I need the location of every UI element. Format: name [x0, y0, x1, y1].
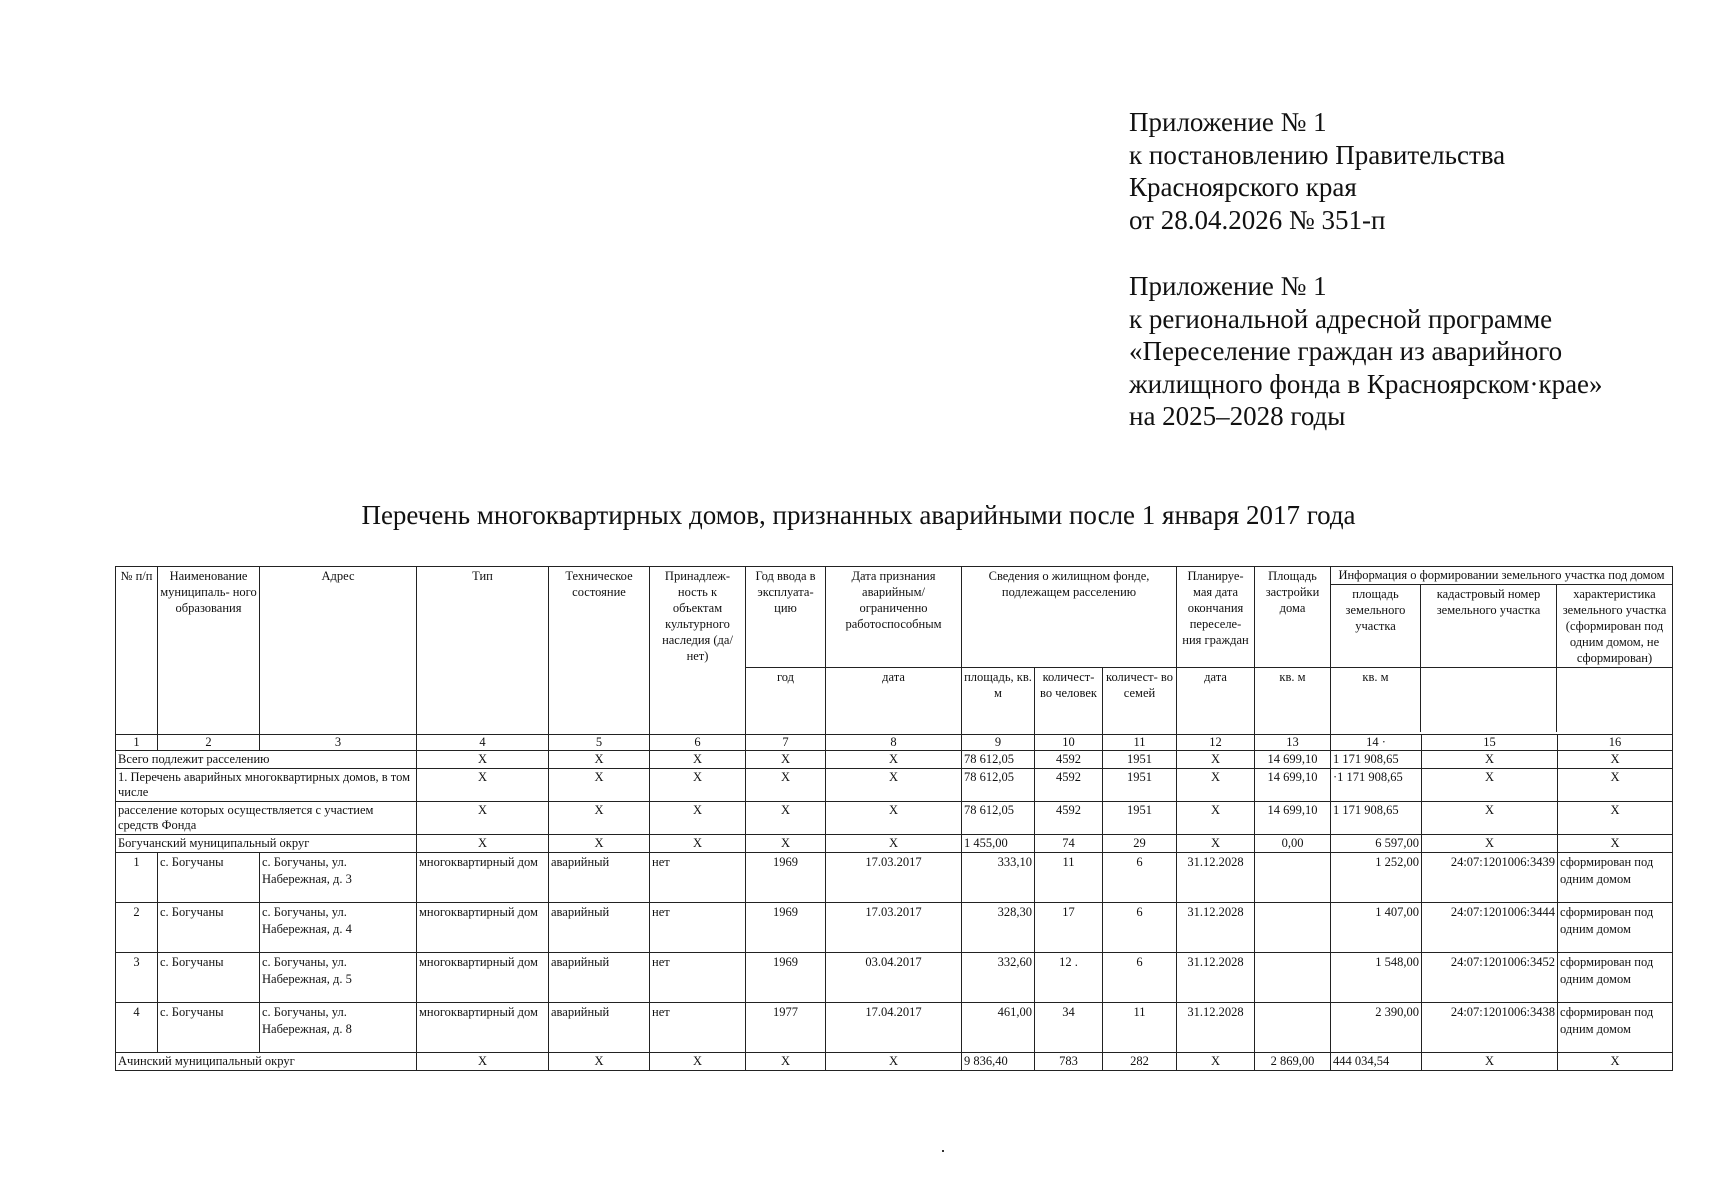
house-no: 1	[116, 853, 158, 903]
header-cadastral: кадастровый номер земельного участка	[1421, 585, 1557, 667]
summary-cell: X	[650, 1053, 746, 1071]
col-number: 10	[1035, 735, 1103, 751]
summary-cell: ·1 171 908,65	[1331, 769, 1422, 802]
house-year: 1969	[746, 853, 826, 903]
summary-cell: 2 869,00	[1255, 1053, 1331, 1071]
house-build-area	[1255, 953, 1331, 1003]
summary-cell: X	[746, 769, 826, 802]
summary-cell: X	[1422, 802, 1558, 835]
house-families: 6	[1103, 903, 1177, 953]
house-address: с. Богучаны, ул. Набережная, д. 8	[260, 1003, 417, 1053]
summary-cell: 1951	[1103, 769, 1177, 802]
house-area: 333,10	[962, 853, 1035, 903]
summary-cell: X	[826, 751, 962, 769]
header-type: Тип	[417, 567, 549, 735]
summary-cell: X	[826, 769, 962, 802]
summary-cell: 4592	[1035, 751, 1103, 769]
summary-cell: X	[417, 751, 549, 769]
col-number: 9	[962, 735, 1035, 751]
summary-cell: 14 699,10	[1255, 769, 1331, 802]
summary-cell: 1 171 908,65	[1331, 751, 1422, 769]
house-type: многоквартирный дом	[417, 1003, 549, 1053]
header-no: № п/п	[116, 567, 158, 735]
house-people: 34	[1035, 1003, 1103, 1053]
house-heritage: нет	[650, 953, 746, 1003]
header-land-area-unit: кв. м	[1331, 668, 1421, 732]
col-number: 8	[826, 735, 962, 751]
house-families: 6	[1103, 853, 1177, 903]
header-cadastral-cont	[1421, 668, 1557, 732]
house-no: 2	[116, 903, 158, 953]
col-number: 4	[417, 735, 549, 751]
summary-cell: X	[549, 751, 650, 769]
header-date-unit: дата	[826, 668, 962, 735]
house-municipality: с. Богучаны	[158, 1003, 260, 1053]
table-header-row	[116, 567, 1673, 668]
house-date: 17.03.2017	[826, 903, 962, 953]
house-area: 332,60	[962, 953, 1035, 1003]
header-land-group-title: Информация о формировании земельного участка под домом	[1331, 567, 1672, 585]
summary-label: 1. Перечень аварийных многоквартирных домов, в том числе	[116, 769, 417, 802]
header-date-recognition: Дата признания аварийным/ ограниченно работоспособным	[826, 567, 962, 668]
summary-cell: X	[549, 802, 650, 835]
appendix-line: Приложение № 1	[1129, 107, 1327, 137]
appendix-line: жилищного фонда в Красноярском·крае»	[1129, 368, 1603, 399]
house-municipality: с. Богучаны	[158, 853, 260, 903]
summary-label: Богучанский муниципальный округ	[116, 835, 417, 853]
summary-cell: 1 455,00	[962, 835, 1035, 853]
col-number: 2	[158, 735, 260, 751]
appendix-line: Приложение № 1	[1129, 271, 1327, 301]
house-area: 461,00	[962, 1003, 1035, 1053]
summary-cell: X	[650, 751, 746, 769]
header-address: Адрес	[260, 567, 417, 735]
header-area: площадь, кв. м	[962, 668, 1035, 735]
house-municipality: с. Богучаны	[158, 953, 260, 1003]
header-land-char-cont	[1557, 668, 1672, 732]
summary-cell: X	[650, 769, 746, 802]
summary-label: расселение которых осуществляется с участием средств Фонда	[116, 802, 417, 835]
summary-cell: 1951	[1103, 802, 1177, 835]
summary-cell: X	[1558, 802, 1673, 835]
summary-cell: X	[417, 1053, 549, 1071]
header-land-area: площадь земельного участка	[1331, 585, 1421, 667]
header-tech-state: Техническое состояние	[549, 567, 650, 735]
house-people: 17	[1035, 903, 1103, 953]
house-families: 6	[1103, 953, 1177, 1003]
house-type: многоквартирный дом	[417, 853, 549, 903]
housing-table	[115, 566, 1673, 1071]
summary-cell: X	[650, 835, 746, 853]
scan-dot	[942, 1150, 944, 1152]
house-heritage: нет	[650, 853, 746, 903]
house-build-area	[1255, 853, 1331, 903]
summary-cell: 282	[1103, 1053, 1177, 1071]
column-number-row	[116, 735, 1673, 751]
header-year-in: Год ввода в эксплуата- цию	[746, 567, 826, 668]
summary-cell: X	[549, 835, 650, 853]
summary-cell: X	[1558, 769, 1673, 802]
house-heritage: нет	[650, 1003, 746, 1053]
summary-cell: 0,00	[1255, 835, 1331, 853]
summary-cell: X	[746, 835, 826, 853]
document-title: Перечень многоквартирных домов, признанных аварийными после 1 января 2017 года	[361, 500, 1356, 530]
summary-cell: X	[826, 1053, 962, 1071]
appendix-line: на 2025–2028 годы	[1129, 401, 1346, 431]
table-row	[116, 953, 1673, 1003]
house-address: с. Богучаны, ул. Набережная, д. 3	[260, 853, 417, 903]
summary-row-list	[116, 769, 1673, 802]
house-plan-date: 31.12.2028	[1177, 1003, 1255, 1053]
house-no: 3	[116, 953, 158, 1003]
house-families: 11	[1103, 1003, 1177, 1053]
summary-cell: X	[1177, 769, 1255, 802]
house-date: 17.04.2017	[826, 1003, 962, 1053]
house-type: многоквартирный дом	[417, 903, 549, 953]
summary-cell: X	[746, 751, 826, 769]
house-no: 4	[116, 1003, 158, 1053]
house-land-area: 1 548,00	[1331, 953, 1422, 1003]
summary-cell: X	[1558, 751, 1673, 769]
summary-cell: X	[417, 802, 549, 835]
summary-cell: 78 612,05	[962, 769, 1035, 802]
appendix-line: Красноярского края	[1129, 172, 1357, 202]
col-number: 12	[1177, 735, 1255, 751]
summary-cell: 1951	[1103, 751, 1177, 769]
col-number: 5	[549, 735, 650, 751]
header-build-unit: кв. м	[1255, 668, 1331, 735]
header-municipality: Наименование муниципаль- ного образования	[158, 567, 260, 735]
col-number: 1	[116, 735, 158, 751]
house-cadastral: 24:07:1201006:3438	[1422, 1003, 1558, 1053]
summary-cell: 9 836,40	[962, 1053, 1035, 1071]
house-heritage: нет	[650, 903, 746, 953]
summary-cell: X	[549, 1053, 650, 1071]
summary-cell: 29	[1103, 835, 1177, 853]
table-row	[116, 903, 1673, 953]
col-number: 13	[1255, 735, 1331, 751]
house-plan-date: 31.12.2028	[1177, 853, 1255, 903]
header-people: количест- во человек	[1035, 668, 1103, 735]
summary-row-fund	[116, 802, 1673, 835]
summary-cell: X	[417, 769, 549, 802]
header-land-char: характеристика земельного участка (сформирован под одним домом, не сформирован)	[1562, 587, 1667, 665]
house-build-area	[1255, 1003, 1331, 1053]
house-cadastral: 24:07:1201006:3439	[1422, 853, 1558, 903]
header-plan-date: Планируе- мая дата окончания переселе- ния граждан	[1177, 567, 1255, 668]
col-number: 6	[650, 735, 746, 751]
summary-cell: X	[1558, 835, 1673, 853]
summary-cell: X	[1177, 835, 1255, 853]
appendix-block-decree	[1129, 106, 1505, 236]
header-families: количест- во семей	[1103, 668, 1177, 735]
summary-cell: X	[417, 835, 549, 853]
summary-cell: 14 699,10	[1255, 802, 1331, 835]
header-year-unit: год	[746, 668, 826, 735]
house-land-area: 1 407,00	[1331, 903, 1422, 953]
summary-cell: X	[746, 802, 826, 835]
summary-row-total	[116, 751, 1673, 769]
house-people: 11	[1035, 853, 1103, 903]
appendix-line: к региональной адресной программе	[1129, 303, 1553, 334]
house-address: с. Богучаны, ул. Набережная, д. 4	[260, 903, 417, 953]
header-housing-group: Сведения о жилищном фонде, подлежащем расселению	[962, 567, 1177, 668]
appendix-line: от 28.04.2026 № 351-п	[1129, 204, 1386, 235]
summary-cell: 444 034,54	[1331, 1053, 1422, 1071]
summary-cell: X	[1422, 769, 1558, 802]
header-land-subcols	[1331, 585, 1672, 667]
summary-cell: 4592	[1035, 769, 1103, 802]
house-area: 328,30	[962, 903, 1035, 953]
summary-cell: 74	[1035, 835, 1103, 853]
summary-cell: X	[1177, 751, 1255, 769]
house-date: 03.04.2017	[826, 953, 962, 1003]
appendix-line: «Переселение граждан из аварийного	[1129, 336, 1563, 366]
summary-cell: 1 171 908,65	[1331, 802, 1422, 835]
house-land-char: сформирован под одним домом	[1558, 853, 1673, 903]
summary-cell: 783	[1035, 1053, 1103, 1071]
summary-cell: X	[746, 1053, 826, 1071]
table-row	[116, 1003, 1673, 1053]
summary-cell: 6 597,00	[1331, 835, 1422, 853]
table-row	[116, 853, 1673, 903]
header-heritage: Принадлеж- ность к объектам культурного наследия (да/нет)	[650, 567, 746, 735]
house-tech-state: аварийный	[549, 903, 650, 953]
appendix-block-program	[1129, 270, 1603, 433]
house-type: многоквартирный дом	[417, 953, 549, 1003]
header-plan-unit: дата	[1177, 668, 1255, 735]
house-land-char: сформирован под одним домом	[1558, 903, 1673, 953]
summary-label: Всего подлежит расселению	[116, 751, 417, 769]
summary-cell: X	[1422, 835, 1558, 853]
summary-cell: 78 612,05	[962, 802, 1035, 835]
summary-cell: X	[1422, 1053, 1558, 1071]
col-number: 16	[1558, 735, 1673, 751]
appendix-line: к постановлению Правительства	[1129, 139, 1506, 170]
summary-row-district	[116, 835, 1673, 853]
house-tech-state: аварийный	[549, 953, 650, 1003]
summary-cell: X	[826, 835, 962, 853]
house-plan-date: 31.12.2028	[1177, 953, 1255, 1003]
header-land-units	[1331, 668, 1673, 735]
summary-label: Ачинский муниципальный округ	[116, 1053, 417, 1071]
house-tech-state: аварийный	[549, 1003, 650, 1053]
col-number: 7	[746, 735, 826, 751]
summary-cell: X	[1177, 1053, 1255, 1071]
summary-cell: X	[1558, 1053, 1673, 1071]
house-land-char: сформирован под одним домом	[1558, 1003, 1673, 1053]
house-year: 1969	[746, 953, 826, 1003]
house-year: 1969	[746, 903, 826, 953]
house-tech-state: аварийный	[549, 853, 650, 903]
summary-row-district	[116, 1053, 1673, 1071]
col-number: 14 ·	[1331, 735, 1422, 751]
house-people: 12 .	[1035, 953, 1103, 1003]
house-build-area	[1255, 903, 1331, 953]
summary-cell: X	[549, 769, 650, 802]
house-plan-date: 31.12.2028	[1177, 903, 1255, 953]
house-cadastral: 24:07:1201006:3444	[1422, 903, 1558, 953]
house-date: 17.03.2017	[826, 853, 962, 903]
house-land-char: сформирован под одним домом	[1558, 953, 1673, 1003]
col-number: 15	[1422, 735, 1558, 751]
summary-cell: X	[650, 802, 746, 835]
col-number: 11	[1103, 735, 1177, 751]
summary-cell: X	[826, 802, 962, 835]
header-land-group	[1331, 567, 1673, 668]
summary-cell: 78 612,05	[962, 751, 1035, 769]
col-number: 3	[260, 735, 417, 751]
summary-cell: X	[1422, 751, 1558, 769]
house-land-area: 1 252,00	[1331, 853, 1422, 903]
header-build-area: Площадь застройки дома	[1255, 567, 1331, 668]
house-address: с. Богучаны, ул. Набережная, д. 5	[260, 953, 417, 1003]
house-year: 1977	[746, 1003, 826, 1053]
house-cadastral: 24:07:1201006:3452	[1422, 953, 1558, 1003]
summary-cell: X	[1177, 802, 1255, 835]
house-municipality: с. Богучаны	[158, 903, 260, 953]
house-land-area: 2 390,00	[1331, 1003, 1422, 1053]
summary-cell: 14 699,10	[1255, 751, 1331, 769]
summary-cell: 4592	[1035, 802, 1103, 835]
